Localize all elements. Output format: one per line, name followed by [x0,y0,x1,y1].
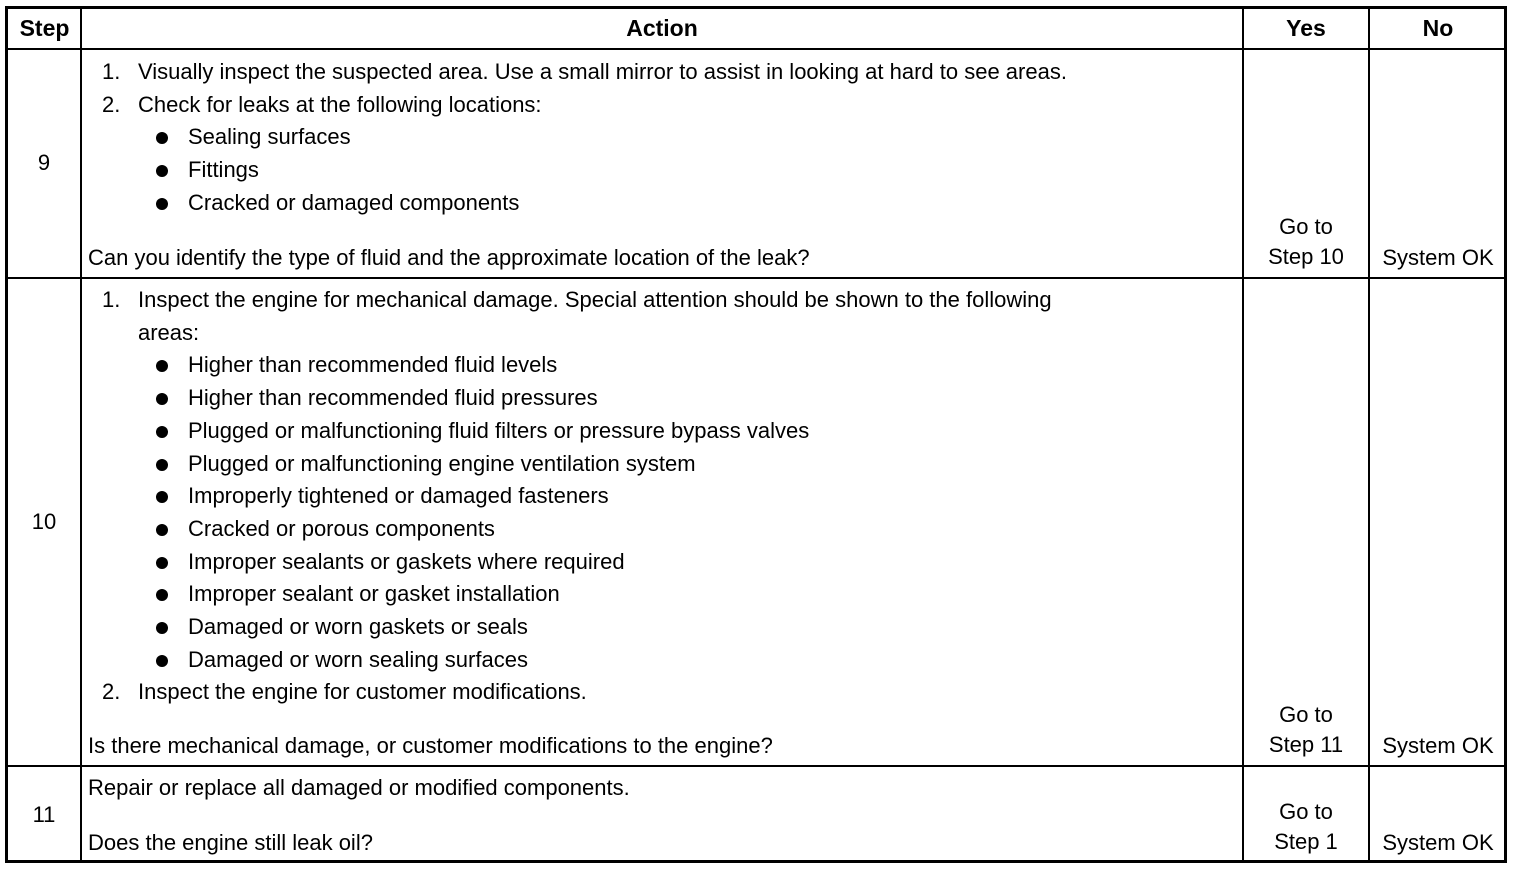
step-index: 2. [102,91,121,117]
bullet-text: Higher than recommended fluid pressures [188,385,598,411]
action-question: Does the engine still leak oil? [88,830,373,855]
numbered-step [88,56,1238,89]
bullet-text: Improper sealants or gaskets where required [188,548,625,574]
yes-line: Go to [1279,799,1333,824]
bullet-icon [156,655,168,667]
yes-line: Step 10 [1268,244,1344,269]
yes-line: Go to [1279,214,1333,239]
step-number: 11 [32,801,56,827]
step-number: 10 [31,508,57,534]
bullet-item [88,415,1238,448]
bullet-item [88,121,1238,154]
no-cell: System OK [1382,830,1494,855]
bullet-icon [156,198,168,210]
step-text: Check for leaks at the following locations: [138,91,542,117]
bullet-item [88,513,1238,546]
yes-cell [1244,700,1368,760]
yes-line: Go to [1279,702,1333,727]
column-divider [80,9,82,860]
yes-cell [1244,212,1368,272]
bullet-icon [156,524,168,536]
bullet-text: Fittings [188,157,259,183]
bullet-item [88,611,1238,644]
no-cell: System OK [1382,245,1494,270]
action-text: Repair or replace all damaged or modified components. [88,775,630,800]
bullet-text: Improperly tightened or damaged fasteners [188,483,609,509]
numbered-step [88,676,1238,709]
action-cell [88,772,1238,805]
bullet-item [88,448,1238,481]
step-text: Inspect the engine for mechanical damage. Special attention should be shown to the following [138,287,1052,312]
bullet-text: Damaged or worn gaskets or seals [188,614,528,640]
bullet-icon [156,360,168,372]
bullet-icon [156,426,168,438]
bullet-icon [156,132,168,144]
bullet-text: Cracked or damaged components [188,189,520,215]
header-no: No [1369,9,1507,50]
bullet-icon [156,622,168,634]
bullet-text: Damaged or worn sealing surfaces [188,646,528,672]
bullet-text: Plugged or malfunctioning engine ventilation system [188,450,696,476]
bullet-item [88,546,1238,579]
yes-cell [1244,797,1368,857]
action-question: Is there mechanical damage, or customer modifications to the engine? [88,733,773,758]
bullet-item [88,382,1238,415]
step-index: 1. [102,287,121,312]
step-text: Visually inspect the suspected area. Use a small mirror to assist in looking at hard to see areas. [138,59,1067,84]
bullet-icon [156,491,168,503]
action-cell [88,56,1238,220]
step-number: 9 [37,150,51,176]
header-step: Step [8,9,81,50]
bullet-item [88,187,1238,220]
action-question: Can you identify the type of fluid and the approximate location of the leak? [88,245,810,270]
bullet-item [88,480,1238,513]
bullet-icon [156,589,168,601]
yes-line: Step 1 [1274,829,1338,854]
diagnostic-table [5,6,1507,863]
bullet-text: Sealing surfaces [188,124,351,150]
step-index: 2. [102,679,121,705]
row-divider [8,277,1504,279]
bullet-icon [156,165,168,177]
numbered-step [88,284,1238,349]
bullet-icon [156,557,168,569]
numbered-step [88,89,1238,122]
step-index: 1. [102,59,121,84]
bullet-item [88,644,1238,677]
step-text: Inspect the engine for customer modifications. [138,679,587,705]
bullet-text: Higher than recommended fluid levels [188,352,558,378]
header-action: Action [81,9,1243,50]
action-cell [88,284,1238,709]
bullet-item [88,349,1238,382]
step-text-continued: areas: [138,319,200,345]
bullet-text: Cracked or porous components [188,515,495,541]
yes-line: Step 11 [1268,732,1344,757]
bullet-icon [156,459,168,471]
bullet-item [88,154,1238,187]
no-cell: System OK [1382,733,1494,758]
header-yes: Yes [1243,9,1369,50]
row-divider [8,765,1504,767]
bullet-icon [156,393,168,405]
bullet-text: Improper sealant or gasket installation [188,581,560,607]
bullet-item [88,578,1238,611]
bullet-text: Plugged or malfunctioning fluid filters or pressure bypass valves [188,417,810,443]
